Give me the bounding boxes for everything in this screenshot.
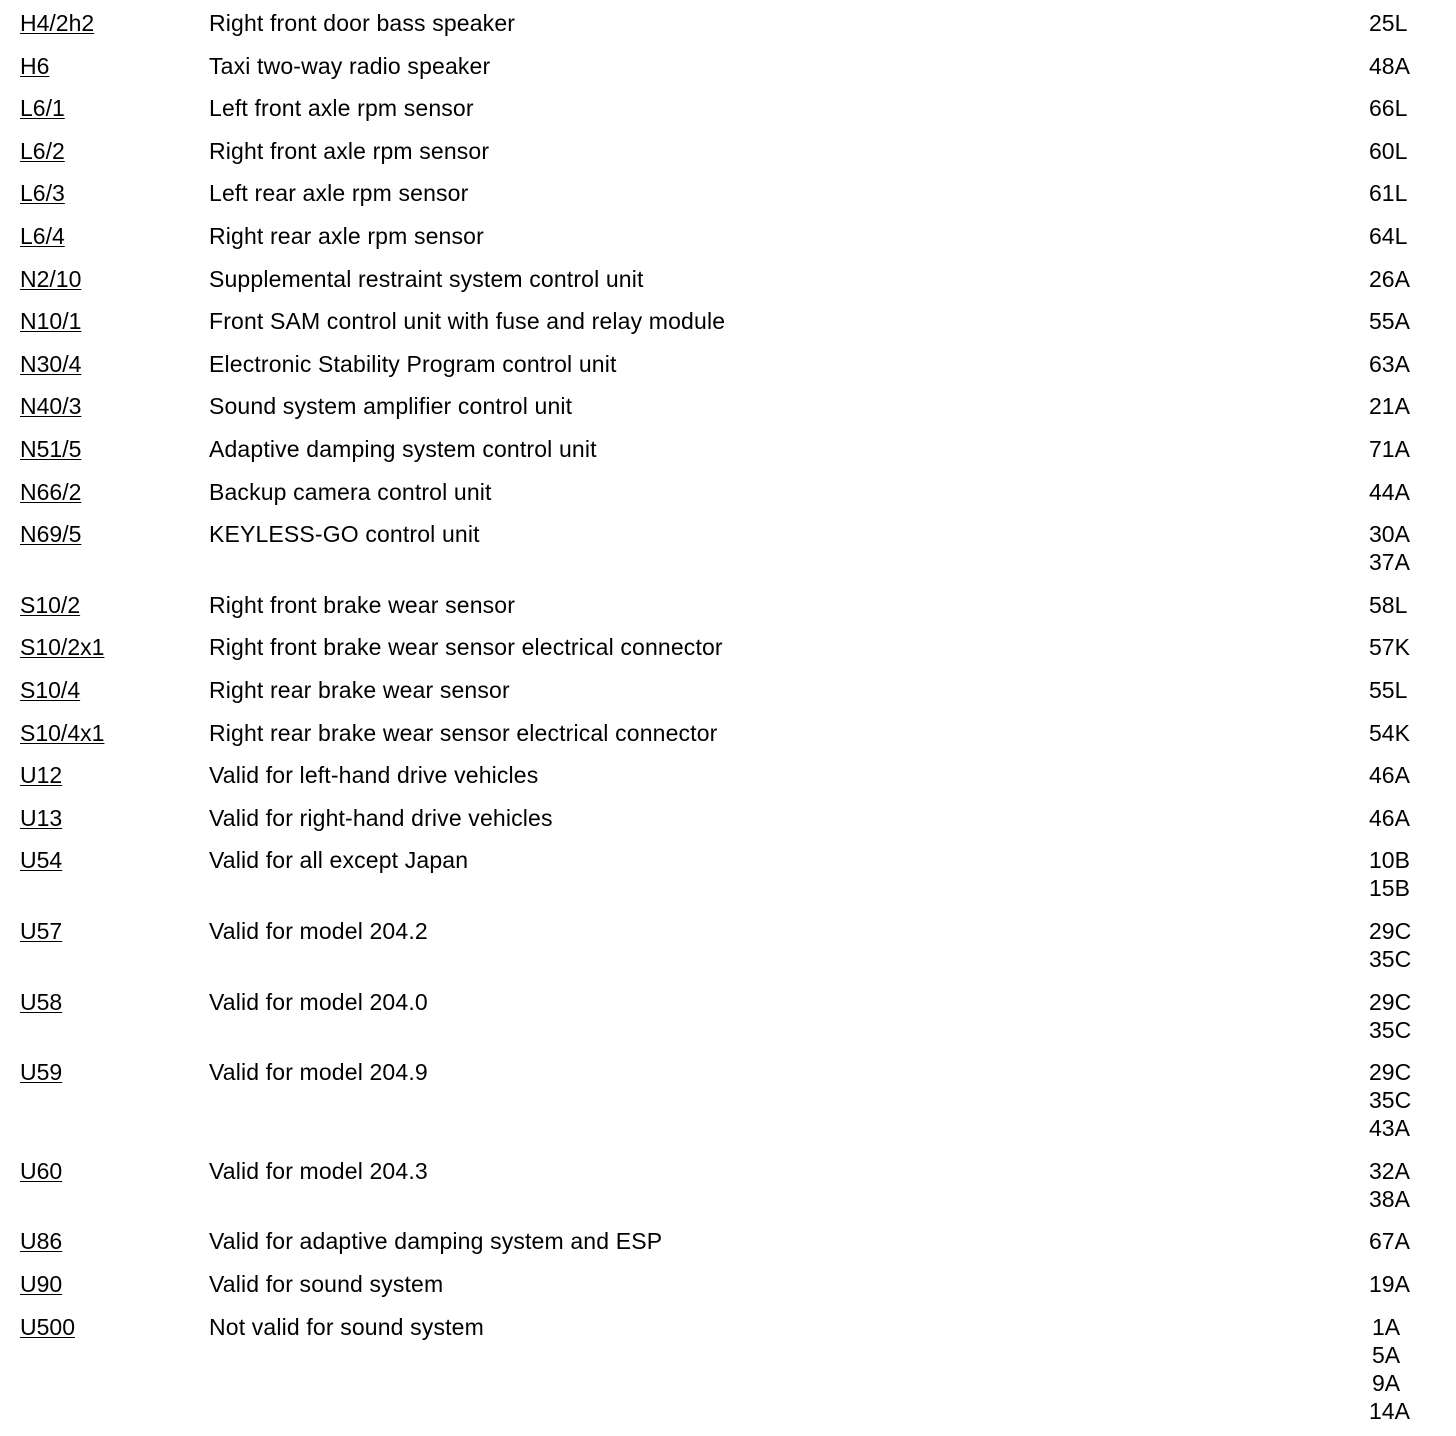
component-description: Right front brake wear sensor <box>209 592 516 618</box>
component-description: Sound system amplifier control unit <box>209 393 573 419</box>
grid-reference-list <box>1369 478 1410 506</box>
grid-reference: 61L <box>1369 180 1408 206</box>
component-description: Electronic Stability Program control unit <box>209 351 617 377</box>
component-code-link[interactable]: L6/3 <box>20 180 65 206</box>
grid-reference: 71A <box>1369 436 1410 462</box>
grid-reference-list <box>1369 265 1410 293</box>
component-description: Not valid for sound system <box>209 1314 484 1340</box>
component-description: Valid for model 204.2 <box>209 918 428 944</box>
grid-reference: 29C <box>1369 989 1412 1015</box>
component-description: Valid for adaptive damping system and ESP <box>209 1228 663 1254</box>
grid-reference: 63A <box>1369 351 1410 377</box>
grid-reference-list <box>1369 1313 1410 1425</box>
grid-reference: 55A <box>1369 308 1410 334</box>
grid-reference: 37A <box>1369 549 1410 575</box>
grid-reference: 10B <box>1369 847 1410 873</box>
grid-reference: 30A <box>1369 521 1410 547</box>
component-code-link[interactable]: U58 <box>20 989 63 1015</box>
component-code-link[interactable]: N40/3 <box>20 393 82 419</box>
component-code-link[interactable]: U54 <box>20 847 63 873</box>
grid-reference-list <box>1369 676 1407 704</box>
component-code-link[interactable]: H4/2h2 <box>20 10 95 36</box>
component-code-link[interactable]: U60 <box>20 1158 63 1184</box>
component-description: Valid for model 204.0 <box>209 989 428 1015</box>
grid-reference-list <box>1369 633 1410 661</box>
grid-reference: 43A <box>1369 1115 1410 1141</box>
component-code-link[interactable]: U500 <box>20 1314 75 1340</box>
component-code-link[interactable]: N2/10 <box>20 266 82 292</box>
grid-reference-list <box>1369 350 1410 378</box>
grid-reference-list <box>1369 804 1410 832</box>
grid-reference-list <box>1369 1058 1411 1142</box>
grid-reference-list <box>1369 761 1410 789</box>
grid-reference: 38A <box>1369 1186 1410 1212</box>
grid-reference: 66L <box>1369 95 1408 121</box>
grid-reference-list <box>1369 94 1407 122</box>
grid-reference-list <box>1369 137 1407 165</box>
component-description: Backup camera control unit <box>209 479 492 505</box>
component-code-link[interactable]: U86 <box>20 1228 63 1254</box>
component-code-link[interactable]: S10/2x1 <box>20 634 105 660</box>
grid-reference: 44A <box>1369 479 1410 505</box>
component-description: Left front axle rpm sensor <box>209 95 474 121</box>
grid-reference: 21A <box>1369 393 1410 419</box>
grid-reference: 46A <box>1369 762 1410 788</box>
component-description: Right front axle rpm sensor <box>209 138 490 164</box>
grid-reference: 60L <box>1369 138 1408 164</box>
component-code-link[interactable]: N30/4 <box>20 351 82 377</box>
grid-reference: 67A <box>1369 1228 1410 1254</box>
grid-reference-list <box>1369 1270 1410 1298</box>
grid-reference-list <box>1369 392 1410 420</box>
grid-reference: 25L <box>1369 10 1408 36</box>
component-description: Valid for sound system <box>209 1271 444 1297</box>
grid-reference-list <box>1369 52 1410 80</box>
component-code-link[interactable]: N10/1 <box>20 308 82 334</box>
component-description: Left rear axle rpm sensor <box>209 180 469 206</box>
grid-reference: 64L <box>1369 223 1408 249</box>
grid-reference-list <box>1369 222 1407 250</box>
grid-reference: 46A <box>1369 805 1410 831</box>
grid-reference: 35C <box>1369 1017 1412 1043</box>
component-code-link[interactable]: N66/2 <box>20 479 82 505</box>
grid-reference: 5A <box>1372 1342 1401 1368</box>
grid-reference: 58L <box>1369 592 1408 618</box>
component-code-link[interactable]: U90 <box>20 1271 63 1297</box>
grid-reference-list <box>1369 917 1411 973</box>
component-code-link[interactable]: U57 <box>20 918 63 944</box>
component-description: Right rear axle rpm sensor <box>209 223 484 249</box>
component-description: Valid for all except Japan <box>209 847 469 873</box>
component-code-link[interactable]: L6/1 <box>20 95 65 121</box>
grid-reference: 19A <box>1369 1271 1410 1297</box>
grid-reference-list <box>1369 179 1407 207</box>
component-description: Valid for right-hand drive vehicles <box>209 805 553 831</box>
grid-reference: 35C <box>1369 1087 1412 1113</box>
component-description: Valid for left-hand drive vehicles <box>209 762 539 788</box>
component-code-link[interactable]: S10/4 <box>20 677 81 703</box>
component-code-link[interactable]: S10/4x1 <box>20 720 105 746</box>
grid-reference: 9A <box>1372 1370 1401 1396</box>
grid-reference: 29C <box>1369 1059 1412 1085</box>
grid-reference: 57K <box>1369 634 1410 660</box>
grid-reference: 54K <box>1369 720 1410 746</box>
grid-reference-list <box>1369 1157 1410 1213</box>
grid-reference: 35C <box>1369 946 1412 972</box>
grid-reference-list <box>1369 1227 1410 1255</box>
grid-reference-list <box>1369 988 1411 1044</box>
component-code-link[interactable]: N51/5 <box>20 436 82 462</box>
grid-reference-list <box>1369 846 1410 902</box>
grid-reference-list <box>1369 435 1410 463</box>
component-description: Right rear brake wear sensor <box>209 677 510 703</box>
component-description: Supplemental restraint system control unit <box>209 266 644 292</box>
grid-reference: 1A <box>1372 1314 1401 1340</box>
component-description: Right front brake wear sensor electrical connector <box>209 634 723 660</box>
grid-reference: 15B <box>1369 875 1410 901</box>
component-code-link[interactable]: H6 <box>20 53 50 79</box>
component-code-link[interactable]: L6/4 <box>20 223 65 249</box>
grid-reference: 48A <box>1369 53 1410 79</box>
component-description: KEYLESS-GO control unit <box>209 521 480 547</box>
grid-reference-list <box>1369 520 1410 576</box>
grid-reference-list <box>1369 307 1410 335</box>
component-description: Valid for model 204.9 <box>209 1059 428 1085</box>
grid-reference: 29C <box>1369 918 1412 944</box>
component-description: Valid for model 204.3 <box>209 1158 428 1184</box>
grid-reference: 32A <box>1369 1158 1410 1184</box>
component-description: Taxi two-way radio speaker <box>209 53 491 79</box>
grid-reference: 26A <box>1369 266 1410 292</box>
component-code-link[interactable]: U12 <box>20 762 63 788</box>
component-code-link[interactable]: N69/5 <box>20 521 82 547</box>
grid-reference-list <box>1369 591 1407 619</box>
component-code-link[interactable]: U13 <box>20 805 63 831</box>
component-description: Adaptive damping system control unit <box>209 436 597 462</box>
component-description: Right front door bass speaker <box>209 10 516 36</box>
grid-reference-list <box>1369 9 1407 37</box>
grid-reference: 55L <box>1369 677 1408 703</box>
grid-reference-list <box>1369 719 1410 747</box>
component-code-link[interactable]: L6/2 <box>20 138 65 164</box>
grid-reference: 14A <box>1369 1398 1410 1424</box>
component-description: Front SAM control unit with fuse and relay module <box>209 308 726 334</box>
component-code-link[interactable]: U59 <box>20 1059 63 1085</box>
component-code-link[interactable]: S10/2 <box>20 592 81 618</box>
component-description: Right rear brake wear sensor electrical connector <box>209 720 718 746</box>
